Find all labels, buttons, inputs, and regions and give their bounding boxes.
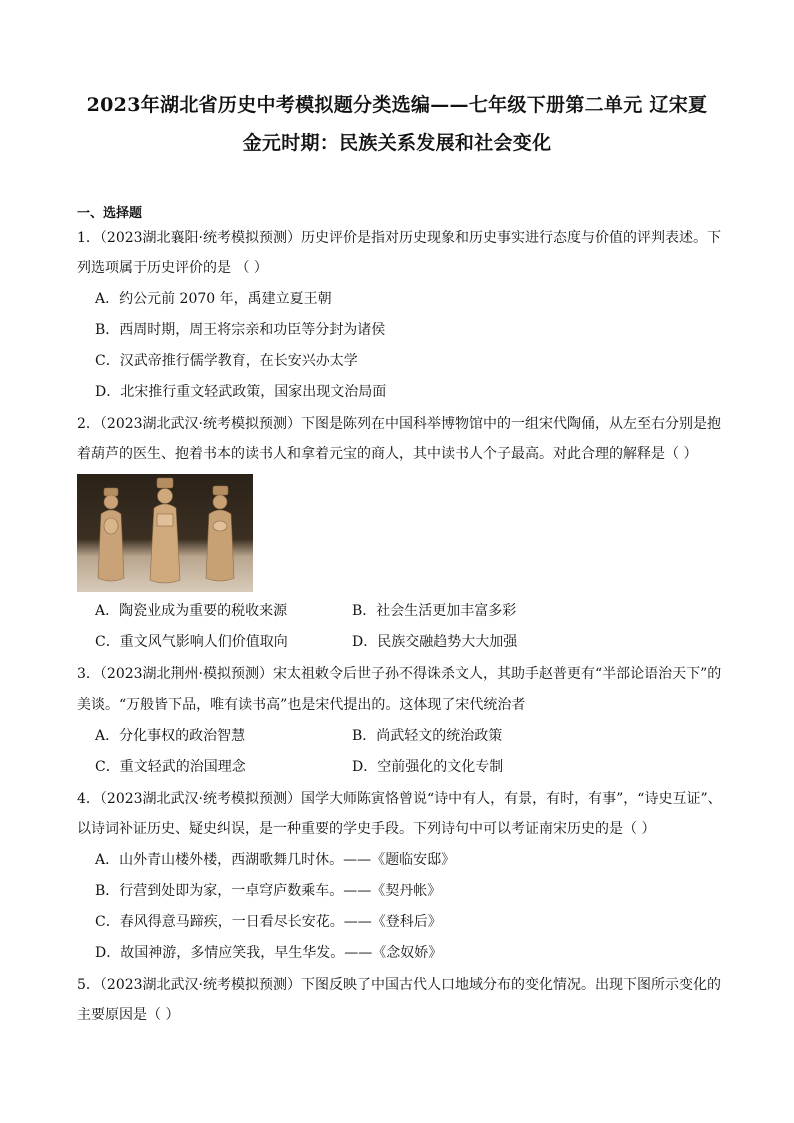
q3-stem-line-1: 3．（2023湖北荆州·模拟预测）宋太祖敕令后世子孙不得诛杀文人，其助手赵普更有“半部论语治天下”的 [77,666,722,682]
q1-stem-line-2: 列选项属于历史评价的是 （ ） [77,260,268,276]
figurine-merchant [206,486,234,581]
q1-option-a: A．约公元前 2070 年，禹建立夏王朝 [95,291,332,307]
q4-option-a: A．山外青山楼外楼，西湖歌舞几时休。——《题临安邸》 [95,852,456,868]
q5-stem-line-1: 5．（2023湖北武汉·统考模拟预测）下图反映了中国古代人口地域分布的变化情况。出现下图所示变化的 [77,977,721,993]
document-title [40,86,754,162]
q2-option-d: D．民族交融趋势大大加强 [352,634,518,650]
q2-option-a: A．陶瓷业成为重要的税收来源 [95,603,288,619]
q4-stem-line-2: 以诗词补证历史、疑史纠误，是一种重要的学史手段。下列诗句中可以考证南宋历史的是（ ） [77,821,656,837]
q4-stem-line-1: 4．（2023湖北武汉·统考模拟预测）国学大师陈寅恪曾说“诗中有人，有景，有时，有事”，“诗史互证”、 [77,791,722,807]
song-pottery-figurines-photo [77,474,253,592]
q2-stem-line-2: 着葫芦的医生、抱着书本的读书人和拿着元宝的商人，其中读书人个子最高。对此合理的解释是（ ） [77,446,698,462]
q1-option-c: C．汉武帝推行儒学教育，在长安兴办太学 [95,353,358,369]
q3-option-b: B．尚武轻文的统治政策 [352,728,503,744]
q2-option-c: C．重文风气影响人们价值取向 [95,634,288,650]
q2-option-b: B．社会生活更加丰富多彩 [352,603,517,619]
section-heading: 一、选择题 [77,206,143,221]
q4-option-d: D．故国神游，多情应笑我，早生华发。——《念奴娇》 [95,945,443,961]
q3-option-d: D．空前强化的文化专制 [352,759,504,775]
q1-option-b: B．西周时期，周王将宗亲和功臣等分封为诸侯 [95,322,386,338]
q3-stem-line-2: 美谈。“万般皆下品，唯有读书高”也是宋代提出的。这体现了宋代统治者 [77,697,526,713]
q3-option-c: C．重文轻武的治国理念 [95,759,246,775]
figurines-illustration [77,474,253,592]
q4-option-b: B．行营到处即为家，一卓穹庐数乘车。——《契丹帐》 [95,883,442,899]
title-line-2: 金元时期：民族关系发展和社会变化 [242,132,552,154]
q2-stem-line-1: 2．（2023湖北武汉·统考模拟预测）下图是陈列在中国科举博物馆中的一组宋代陶俑，从左至右分别是抱 [77,416,721,432]
q4-option-c: C．春风得意马蹄疾，一日看尽长安花。——《登科后》 [95,914,442,930]
title-line-1: 2023年湖北省历史中考模拟题分类选编——七年级下册第二单元 辽宋夏 [86,94,708,116]
q3-option-a: A．分化事权的政治智慧 [95,728,246,744]
figurine-scholar [150,478,180,583]
q1-option-d: D．北宋推行重文轻武政策，国家出现文治局面 [95,384,387,400]
q1-stem-line-1: 1．（2023湖北襄阳·统考模拟预测）历史评价是指对历史现象和历史事实进行态度与价值的评判表述。下 [77,230,721,246]
q5-stem-line-2: 主要原因是（ ） [77,1007,180,1023]
figurine-doctor [98,488,124,581]
